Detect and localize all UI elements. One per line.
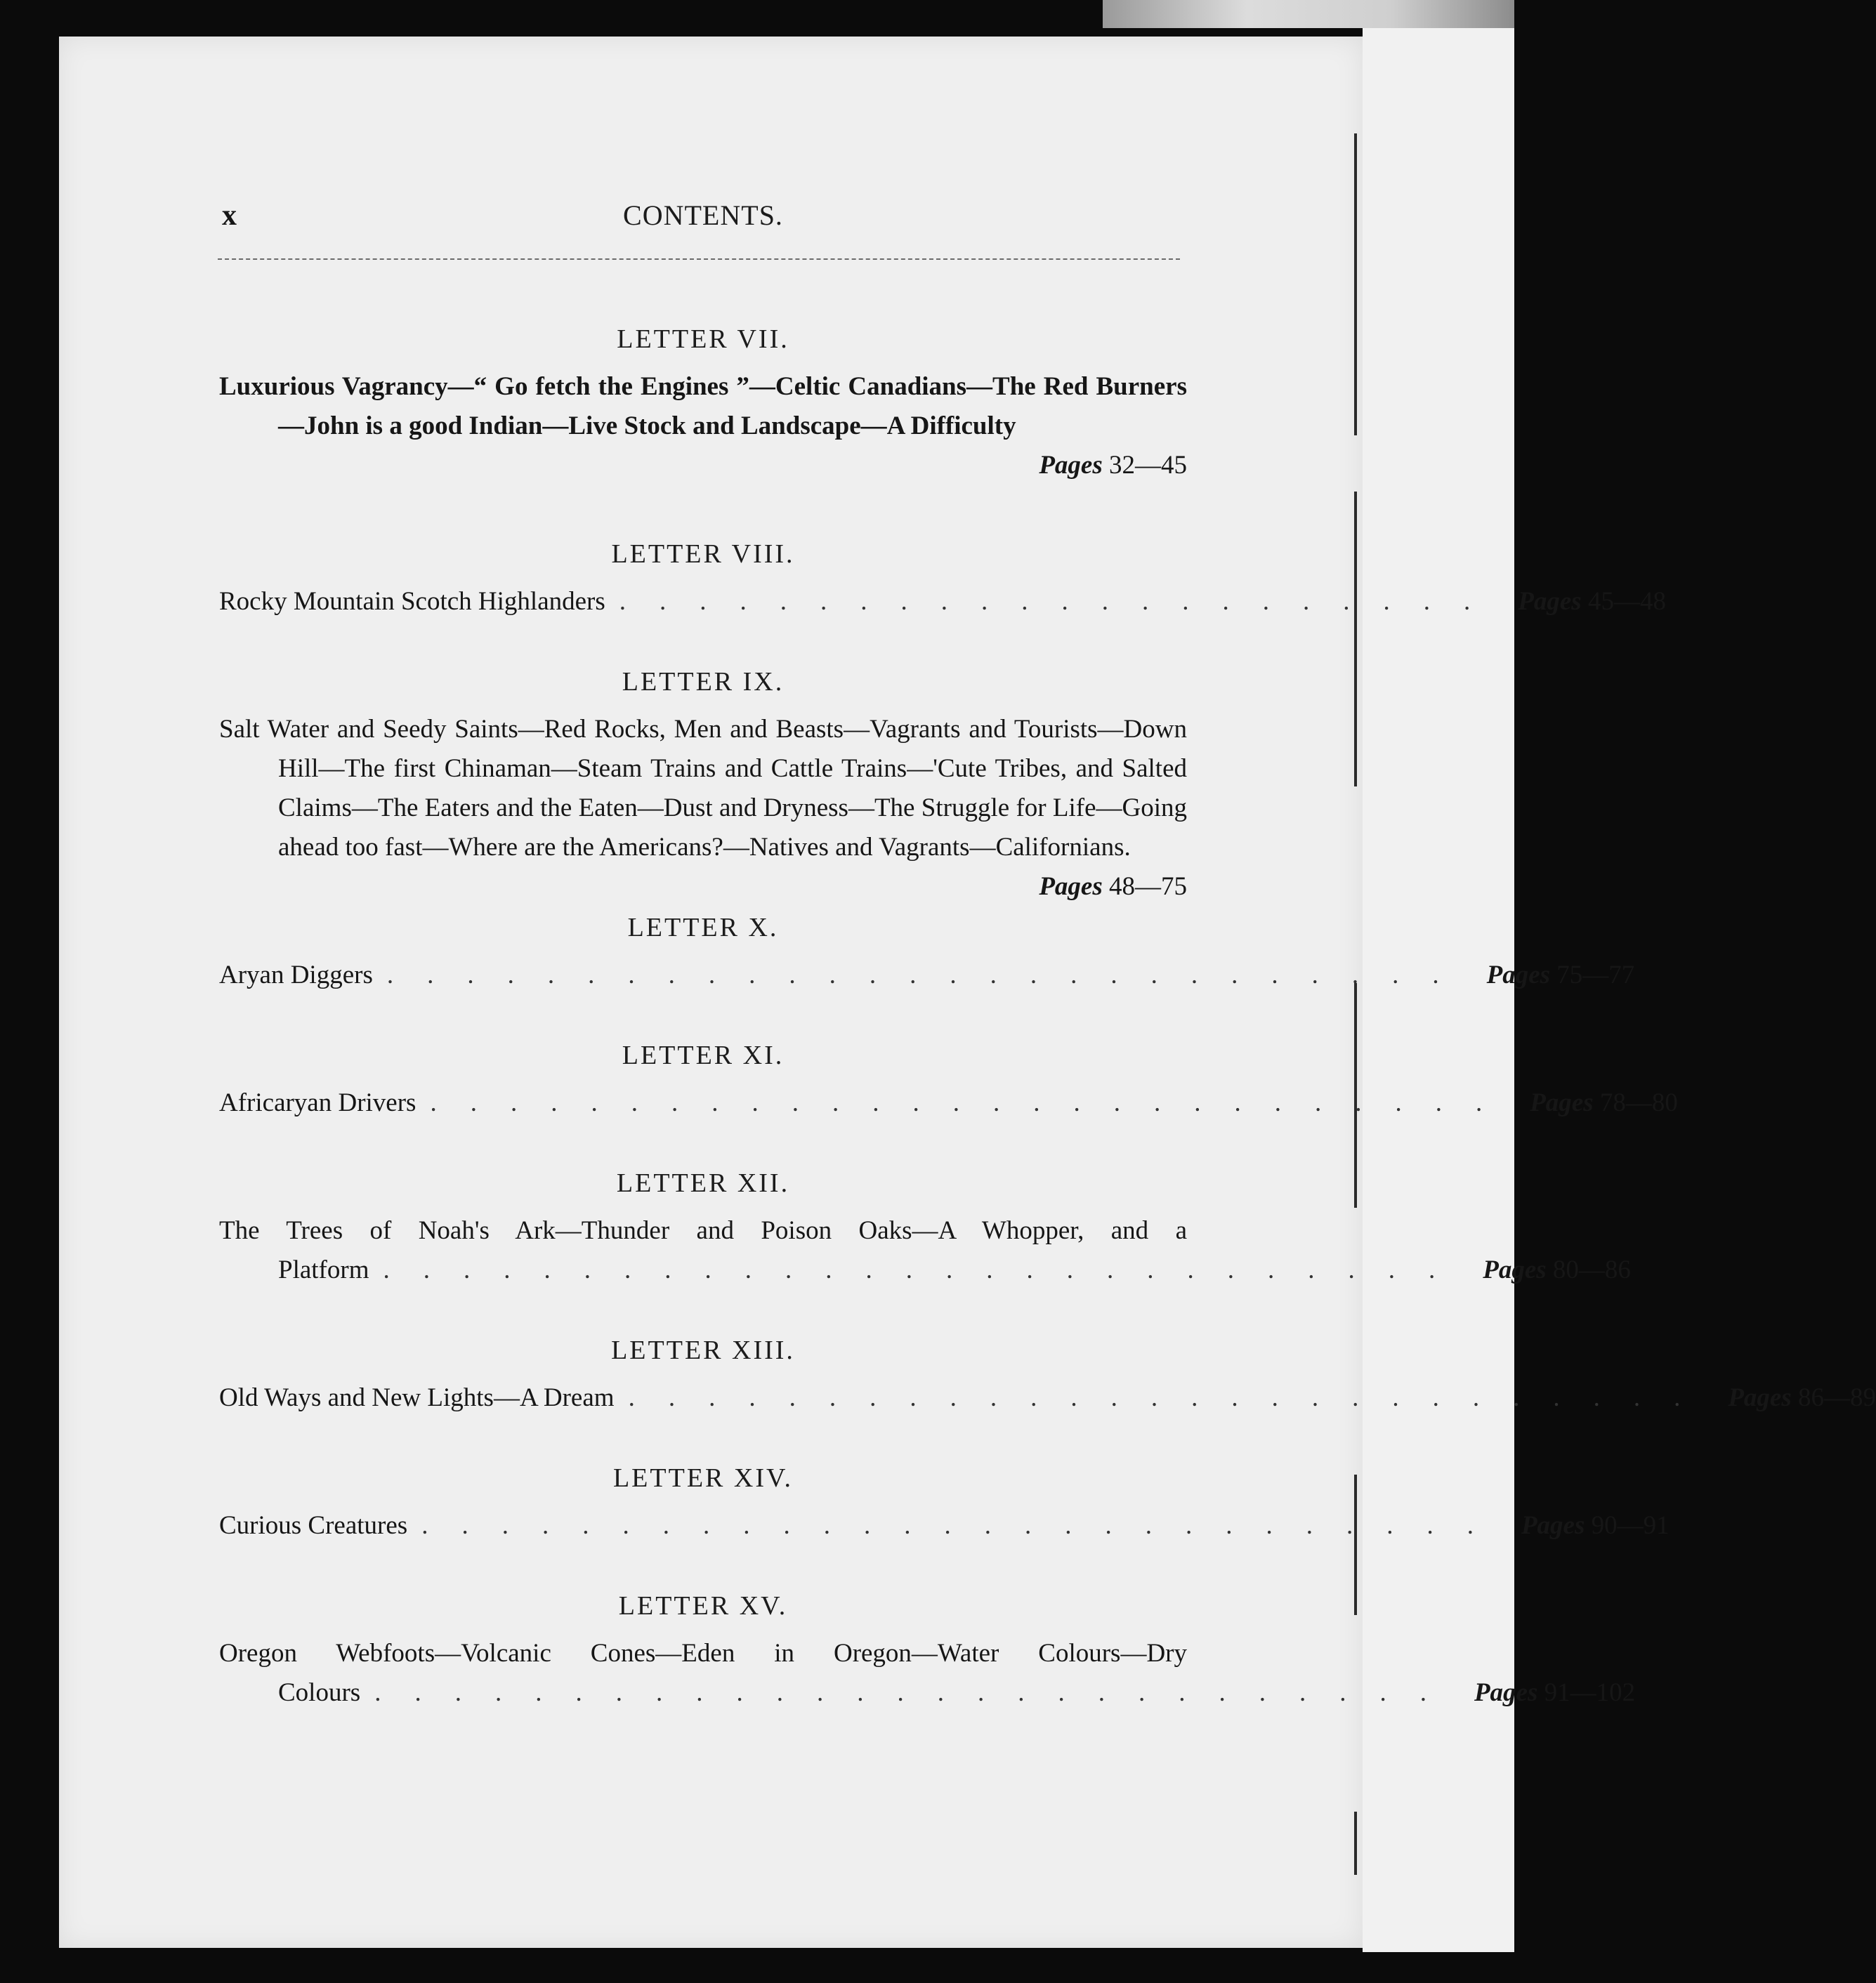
page-range: [1530, 1083, 1678, 1123]
letter-entry-xv: [219, 1586, 1636, 1713]
letter-heading: LETTER XIV.: [612, 1463, 794, 1493]
letter-heading: LETTER XIII.: [611, 1336, 795, 1365]
page-numbers: 32—45: [1109, 451, 1187, 480]
letter-summary: [219, 710, 1187, 901]
page-range: [1483, 1251, 1631, 1290]
gutter-shadow: [1354, 133, 1357, 435]
letter-heading: LETTER X.: [627, 913, 779, 942]
letter-heading: LETTER IX.: [622, 667, 785, 697]
letter-heading: LETTER XI.: [622, 1041, 785, 1070]
letter-summary: Rocky Mountain Scotch Highlanders: [219, 587, 605, 616]
letter-heading: LETTER VII.: [617, 324, 789, 354]
pages-label: Pages: [1039, 872, 1103, 901]
dot-leader: ...........................: [430, 1088, 1516, 1117]
contents-line: [219, 1506, 1670, 1546]
page-numbers: 91—102: [1544, 1678, 1636, 1707]
contents-line: [219, 956, 1635, 995]
contents-line: [219, 1378, 1876, 1418]
letter-summary-continued: Platform: [278, 1256, 369, 1284]
contents-line: [219, 1673, 1636, 1713]
dot-leader: ......................: [619, 587, 1504, 616]
letter-summary: Curious Creatures: [219, 1511, 408, 1540]
page-numbers: 45—48: [1587, 587, 1666, 616]
page-range: [1039, 867, 1187, 907]
letter-heading: LETTER VIII.: [611, 539, 795, 569]
dot-leader: ...........................: [628, 1383, 1714, 1412]
page-title: CONTENTS.: [623, 199, 783, 231]
letter-entry-xi: [219, 1036, 1678, 1123]
pages-label: Pages: [1728, 1383, 1792, 1412]
page-numbers: 90—91: [1591, 1511, 1670, 1540]
contents-line: [219, 1083, 1678, 1123]
contents-list: [219, 319, 1876, 1713]
pages-label: Pages: [1518, 587, 1582, 616]
letter-entry-xiii: [219, 1331, 1876, 1418]
pages-label: Pages: [1530, 1088, 1594, 1117]
letter-summary: The Trees of Noah's Ark—Thunder and Poison Oaks—A Whopper, and a: [219, 1216, 1187, 1245]
letter-entry-xiv: [219, 1458, 1670, 1546]
page-range: [219, 446, 1187, 485]
dot-leader: ...........................: [386, 961, 1473, 989]
page-numbers: 86—89: [1798, 1383, 1876, 1412]
running-head: [222, 199, 1184, 241]
letter-summary: Luxurious Vagrancy—“ Go fetch the Engines ”—Celtic Canadians—The Red Burners—John is a good Indian—Live Stock and Landscape—A Difficulty: [219, 372, 1187, 440]
page-range: [1518, 582, 1666, 621]
pages-label: Pages: [1483, 1256, 1547, 1284]
letter-summary: Africaryan Drivers: [219, 1088, 416, 1117]
header-rule: [218, 258, 1180, 260]
letter-summary-text: Salt Water and Seedy Saints—Red Rocks, Men and Beasts—Vagrants and Tourists—Down Hill—The first Chinaman—Steam Trains and Cattle Trains—'Cute Tribes, and Salted Claims—The Eaters and the Eaten—Dust and Dryness—The Struggle for Life—Going ahead too fast—Where are the Americans?—Natives and Vagrants—Californians.: [219, 715, 1187, 862]
letter-summary: Oregon Webfoots—Volcanic Cones—Eden in Oregon—Water Colours—Dry: [219, 1639, 1187, 1668]
letter-summary: Aryan Diggers: [219, 961, 373, 989]
letter-summary-continued: Colours: [278, 1678, 361, 1707]
letter-heading: LETTER XII.: [616, 1168, 790, 1198]
letter-entry-vii: [219, 319, 1187, 485]
gutter-shadow: [1354, 492, 1357, 786]
pages-label: Pages: [1039, 451, 1103, 480]
scan-edge-strip: [1103, 0, 1514, 28]
page-numbers: 48—75: [1109, 872, 1187, 901]
dot-leader: ...........................: [383, 1256, 1469, 1284]
contents-line: [219, 1251, 1631, 1290]
letter-entry-ix: [219, 662, 1187, 901]
page-numbers: 75—77: [1556, 961, 1635, 989]
page-range: [1521, 1506, 1670, 1546]
letter-entry-x: [219, 908, 1635, 995]
pages-label: Pages: [1474, 1678, 1538, 1707]
dot-leader: ...........................: [374, 1678, 1460, 1707]
letter-summary: Old Ways and New Lights—A Dream: [219, 1383, 615, 1412]
page-range: [1474, 1673, 1635, 1713]
page-folio: x: [222, 199, 237, 232]
letter-entry-viii: [219, 534, 1666, 621]
gutter-shadow: [1354, 1812, 1357, 1875]
letter-heading: LETTER XV.: [618, 1591, 788, 1621]
pages-label: Pages: [1521, 1511, 1585, 1540]
letter-entry-xii: [219, 1164, 1631, 1290]
page-range: [1487, 956, 1635, 995]
page-numbers: 78—80: [1599, 1088, 1678, 1117]
page-range: [1728, 1378, 1876, 1418]
page-numbers: 80—86: [1552, 1256, 1631, 1284]
contents-line: [219, 582, 1666, 621]
pages-label: Pages: [1486, 961, 1551, 989]
dot-leader: ...........................: [421, 1511, 1507, 1540]
